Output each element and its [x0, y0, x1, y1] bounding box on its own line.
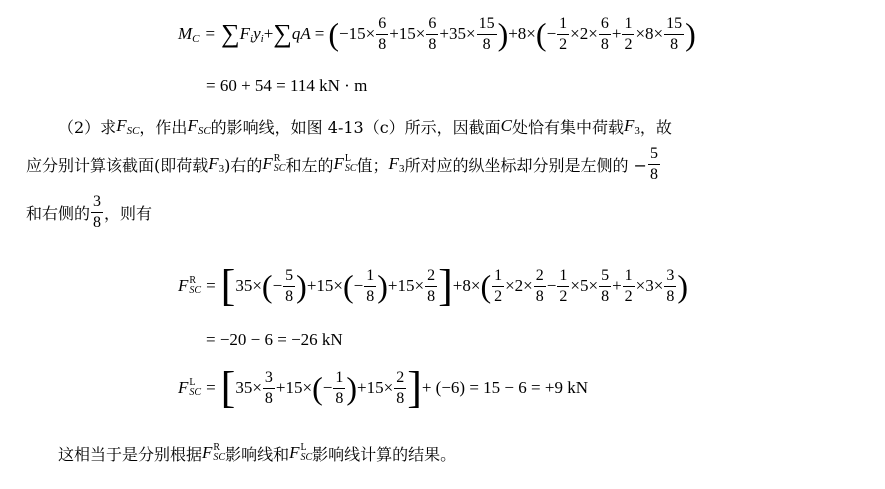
- fraction: $\frac{3}{8}$: [93, 192, 102, 231]
- fraction: $\frac{1}{8}$: [335, 368, 344, 407]
- paragraph-conclusion: 这相当于是分别根据 F R SC 影响线和 F L SC 影响线计算的结果。: [58, 442, 457, 464]
- equation-fsc-right: F R SC = [ 35× ( − $\frac{5}{8}$ ) +15× ( − $\frac{1}{8}$ ) +15× $\frac{2}{8}$ ] +8× ( $\frac{1}{2}$ ×2× $\frac{2}{8}$ − $\frac{1}{2}$ ×5× $\frac{5}{8}$ + $\frac{1}{2}$ ×3× $\frac{3}{8}$ ): [178, 261, 688, 310]
- fraction: $\frac{3}{8}$: [666, 266, 675, 305]
- equation-fsc-right-result: = −20 − 6 = −26 kN: [206, 330, 343, 349]
- fraction: $\frac{1}{2}$: [559, 14, 568, 53]
- equation-mc-result: = 60 + 54 = 114 kN · m: [206, 76, 368, 95]
- fraction: $\frac{1}{2}$: [559, 266, 568, 305]
- fraction: $\frac{3}{8}$: [264, 368, 273, 407]
- paragraph-line-2: 应分别计算该截面(即荷载 F 3 )右的 F R SC 和左的 F L SC 值； F 3 所对应的纵坐标却分别是左侧的 − $\frac{5}{8}$: [26, 144, 658, 183]
- symbol-m: M: [178, 24, 193, 43]
- paragraph-line-3: 和右侧的 $\frac{3}{8}$ ，则有: [26, 192, 153, 231]
- fraction: $\frac{1}{2}$: [624, 14, 633, 53]
- fraction: $\frac{5}{8}$: [285, 266, 294, 305]
- fraction: $\frac{2}{8}$: [427, 266, 436, 305]
- fraction: $\frac{2}{8}$: [396, 368, 405, 407]
- fraction: $\frac{6}{8}$: [600, 14, 609, 53]
- equation-mc: M C = ∑ F i y i + ∑ qA = ( −15× $\frac{6}{8}$ +15× $\frac{6}{8}$ +35× $\frac{15}{8}$ ) +8× ( − $\frac{1}{2}$ ×2× $\frac{6}{8}$ + $\frac{1}{2}$ ×8× $\frac{15}{8}$ ): [178, 14, 696, 53]
- fraction: $\frac{5}{8}$: [601, 266, 610, 305]
- fraction: $\frac{2}{8}$: [535, 266, 544, 305]
- fraction: $\frac{6}{8}$: [378, 14, 387, 53]
- fraction: $\frac{15}{8}$: [666, 14, 683, 53]
- fraction: $\frac{1}{2}$: [624, 266, 633, 305]
- fraction: $\frac{1}{8}$: [366, 266, 375, 305]
- fraction: $\frac{15}{8}$: [478, 14, 495, 53]
- fraction: $\frac{5}{8}$: [649, 144, 658, 183]
- fraction: $\frac{1}{2}$: [494, 266, 503, 305]
- equation-fsc-left: F L SC = [ 35× $\frac{3}{8}$ +15× ( − $\frac{1}{8}$ ) +15× $\frac{2}{8}$ ] + (−6) = 15 − 6 = +9 kN: [178, 363, 588, 412]
- paragraph-line-1: （2）求 F SC ，作出 F SC 的影响线，如图 4-13（c）所示，因截面 C 处恰有集中荷载 F 3 ，故: [58, 116, 672, 137]
- fraction: $\frac{6}{8}$: [428, 14, 437, 53]
